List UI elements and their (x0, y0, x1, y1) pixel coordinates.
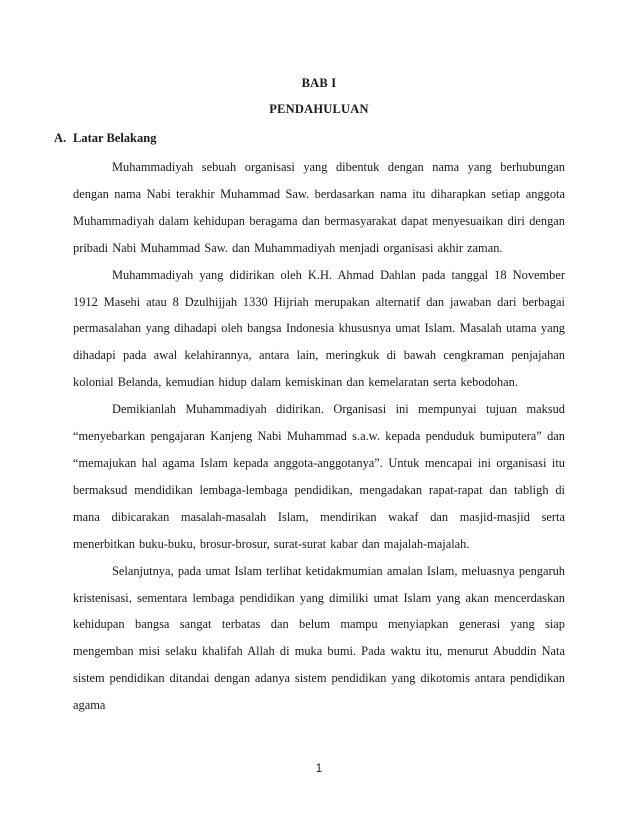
section-letter: A. (54, 131, 67, 145)
section-title: Latar Belakang (73, 131, 157, 145)
page-number: 1 (315, 763, 323, 775)
section-heading (54, 131, 156, 146)
chapter-number: BAB I (301, 76, 337, 90)
paragraph: Selanjutnya, pada umat Islam terlihat ketidakmumian amalan Islam, meluasnya pengaruh kristenisasi, sementara lembaga pendidikan yang dimiliki umat Islam yang akan mencerdaskan kehidupan bangsa sangat terbatas dan belum mampu menyiapkan generasi yang siap mengemban misi selaku khalifah Allah di muka bumi. Pada waktu itu, menurut Abuddin Nata sistem pendidikan ditandai dengan adanya sistem pendidikan yang dikotomis antara pendidikan agama (73, 563, 565, 713)
body-text (73, 154, 565, 719)
paragraph: Muhammadiyah sebuah organisasi yang dibentuk dengan nama yang berhubungan dengan nama Nabi terakhir Muhammad Saw. berdasarkan nama itu diharapkan setiap anggota Muhammadiyah dalam kehidupan beragama dan bermasyarakat dapat menyesuaikan diri dengan pribadi Nabi Muhammad Saw. dan Muhammadiyah menjadi organisasi akhir zaman. (73, 160, 565, 255)
paragraph: Demikianlah Muhammadiyah didirikan. Organisasi ini mempunyai tujuan maksud “menyebarkan pengajaran Kanjeng Nabi Muhammad s.a.w. kepada penduduk bumiputera” dan “memajukan hal agama Islam kepada anggota-anggotanya”. Untuk mencapai ini organisasi itu bermaksud mendidikan lembaga-lembaga pendidikan, mengadakan rapat-rapat dan tabligh di mana dibicarakan masalah-masalah Islam, mendirikan wakaf dan masjid-masjid serta menerbitkan buku-buku, brosur-brosur, surat-surat kabar dan majalah-majalah. (73, 402, 565, 551)
paragraph: Muhammadiyah yang didirikan oleh K.H. Ahmad Dahlan pada tanggal 18 November 1912 Masehi atau 8 Dzulhijjah 1330 Hijriah merupakan alternatif dan jawaban dari berbagai permasalahan yang dihadapi oleh bangsa Indonesia khususnya umat Islam. Masalah utama yang dihadapi pada awal kelahirannya, antara lain, meringkuk di bawah cengkraman penjajahan kolonial Belanda, kemudian hidup dalam kemiskinan dan kemelaratan serta kebodohan. (73, 267, 565, 390)
chapter-title: PENDAHULUAN (269, 102, 369, 116)
